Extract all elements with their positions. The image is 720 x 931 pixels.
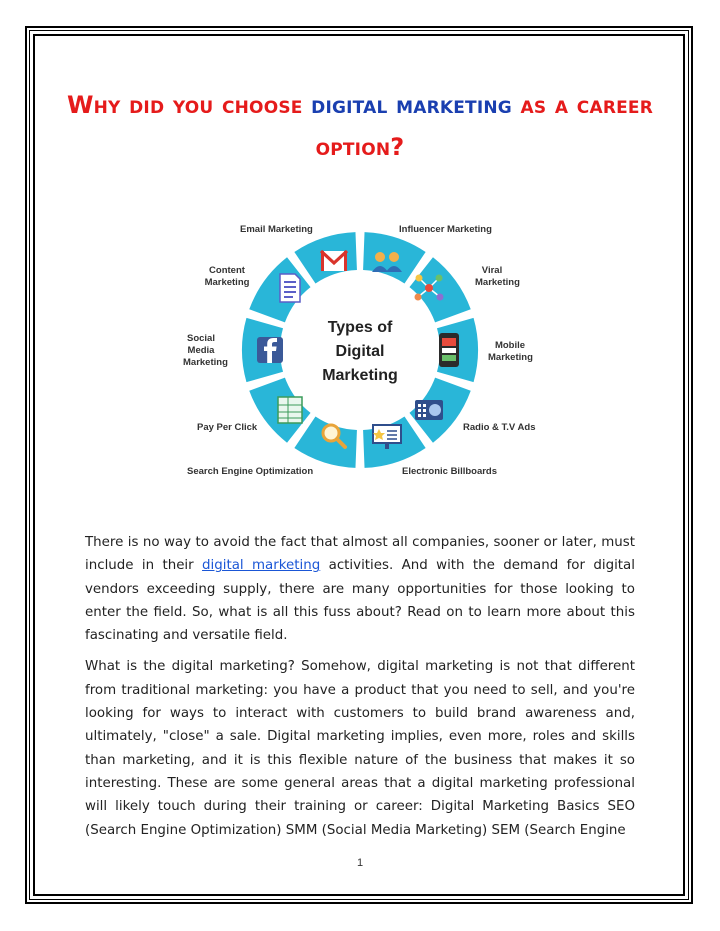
label-email-marketing: Email Marketing — [240, 224, 313, 235]
label-search-engine-optimization: Search Engine Optimization — [187, 466, 314, 477]
label-social-media-marketing: Social Media Marketing — [183, 333, 228, 368]
paragraph-1 — [85, 531, 635, 647]
radio-icon — [415, 400, 443, 420]
article-body — [85, 531, 635, 850]
page-title — [60, 84, 660, 168]
digital-marketing-types-infographic — [175, 212, 545, 487]
page-number: 1 — [356, 857, 364, 869]
mobile-icon — [439, 333, 459, 367]
center-line-1: Types of — [327, 319, 393, 336]
label-radio-tv-ads: Radio & T.V Ads — [463, 422, 536, 433]
paragraph-1-start: There is no way to avoid the fact that almost all companies, sooner or later, must include in their — [85, 535, 635, 574]
facebook-icon — [257, 337, 283, 363]
spreadsheet-icon — [278, 397, 302, 423]
paragraph-1-end: activities. And with the demand for digital vendors exceeding supply, there are many opportunities for those looking to enter the field. So, what is all this fuss about? Read on to learn more about this fascinating and versatile field. — [85, 558, 635, 644]
document-icon — [280, 274, 300, 302]
label-viral-marketing: Viral Marketing — [475, 265, 520, 288]
paragraph-2: What is the digital marketing? Somehow, digital marketing is not that different from traditional marketing: you have a product that you need to sell, and you're looking for ways to interact with customers to build brand awareness and, ultimately, "close" a sale. Digital marketing implies, even more, roles and skills than marketing, and it is this flexible nature of the business that makes it so interesting. These are some general areas that a digital marketing professional will likely touch during their training or career: Digital Marketing Basics SEO (Search Engine Optimization) SMM (Social Media Marketing) SEM (Search Engine — [85, 659, 635, 838]
title-highlight: digital marketing — [311, 91, 512, 119]
center-line-2: Digital — [335, 343, 385, 360]
digital-marketing-link[interactable]: digital marketing — [202, 558, 321, 574]
label-influencer-marketing: Influencer Marketing — [399, 224, 492, 235]
center-line-3: Marketing — [322, 367, 398, 384]
mail-icon — [321, 251, 347, 271]
title-part-1: Why did you choose — [66, 91, 312, 119]
label-mobile-marketing: Mobile Marketing — [488, 340, 533, 363]
label-electronic-billboards: Electronic Billboards — [402, 466, 498, 477]
label-content-marketing: Content Marketing — [204, 265, 250, 288]
label-pay-per-click: Pay Per Click — [197, 422, 258, 433]
title-part-2: as a career option? — [315, 91, 654, 161]
